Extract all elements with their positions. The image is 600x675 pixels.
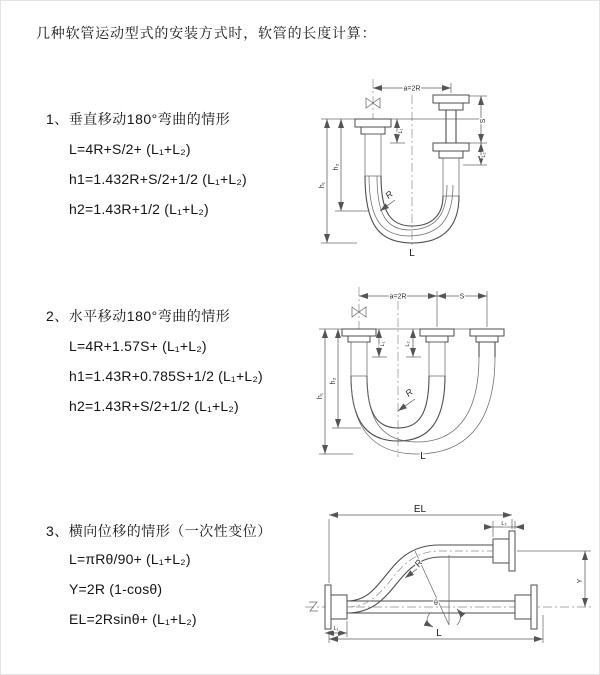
formula-line: Y=2R (1-cosθ) [69, 581, 163, 597]
formula-line: h2=1.43R+1/2 (L₁+L₂) [69, 201, 209, 217]
dimension-labels [334, 504, 584, 639]
dim-label-h2: h₂ [330, 377, 337, 385]
pipe-break-mark [309, 602, 318, 611]
diagram-horizontal-180-bend [311, 281, 599, 461]
flanges-and-pipes [342, 329, 504, 376]
dim-label-a2r: a=2R [389, 293, 407, 301]
diagram-vertical-180-bend [311, 73, 599, 258]
braided-hose-section [365, 134, 381, 176]
dim-label-l: L [436, 628, 442, 639]
braided-hose-section [351, 342, 367, 376]
section-2-heading: 2、水平移动180°弯曲的情形 [46, 308, 231, 324]
formula-line: EL=2Rsinθ+ (L₁+L₂) [69, 611, 197, 627]
dim-label-l2: L₂ [405, 341, 411, 347]
length-label: L [420, 451, 426, 461]
formula-line: h1=1.43R+0.785S+1/2 (L₁+L₂) [69, 368, 263, 384]
radius-label: R [383, 188, 395, 201]
formula-line: h2=1.43R+S/2+1/2 (L₁+L₂) [69, 398, 239, 414]
hose-curves [347, 545, 493, 613]
angle-label: θ [434, 600, 438, 607]
page-title: 几种软管运动型式的安装方式时，软管的长度计算： [36, 25, 377, 41]
dim-label-el: EL [413, 504, 427, 515]
dim-label-y: Y [577, 578, 584, 584]
formula-line: h1=1.432R+S/2+1/2 (L₁+L₂) [69, 171, 247, 187]
radius-leader-arrow [398, 399, 415, 411]
dimension-labels [319, 86, 487, 259]
formula-line: L=4R+S/2+ (L₁+L₂) [69, 141, 191, 157]
dim-label-s: S [480, 118, 487, 124]
formula-line: L=4R+1.57S+ (L₁+L₂) [69, 338, 207, 354]
dimension-lines [319, 291, 504, 454]
formula-line: L=πRθ/90+ (L₁+L₂) [69, 551, 191, 567]
braided-hose-section [443, 158, 459, 196]
dim-label-h1: h₁ [317, 392, 324, 400]
section-1-heading: 1、垂直移动180°弯曲的情形 [46, 111, 231, 127]
dim-label-l1: L₁ [398, 128, 404, 134]
dim-label-s: S [459, 293, 465, 301]
dim-label-h1: h₁ [319, 181, 326, 189]
radius-label: R [412, 557, 425, 569]
dim-label-a2r: a=2R [403, 85, 421, 93]
dim-label-h2: h₂ [333, 163, 340, 171]
radius-leader-arrow [380, 200, 395, 211]
dim-label-l2: L₂ [501, 521, 507, 527]
radius-leader-arrow [405, 569, 417, 578]
radius-label: R [403, 386, 415, 399]
section-3-heading: 3、横向位移的情形（一次性变位） [46, 523, 272, 539]
diagram-lateral-displacement [299, 499, 599, 649]
dim-label-l1: L₁ [380, 341, 386, 347]
dim-label-l1: L₁ [333, 626, 339, 632]
length-label: L [409, 248, 415, 258]
braided-hose-section [429, 342, 445, 376]
dim-label-l2: L₂ [481, 152, 487, 158]
hose-curves [351, 357, 495, 454]
